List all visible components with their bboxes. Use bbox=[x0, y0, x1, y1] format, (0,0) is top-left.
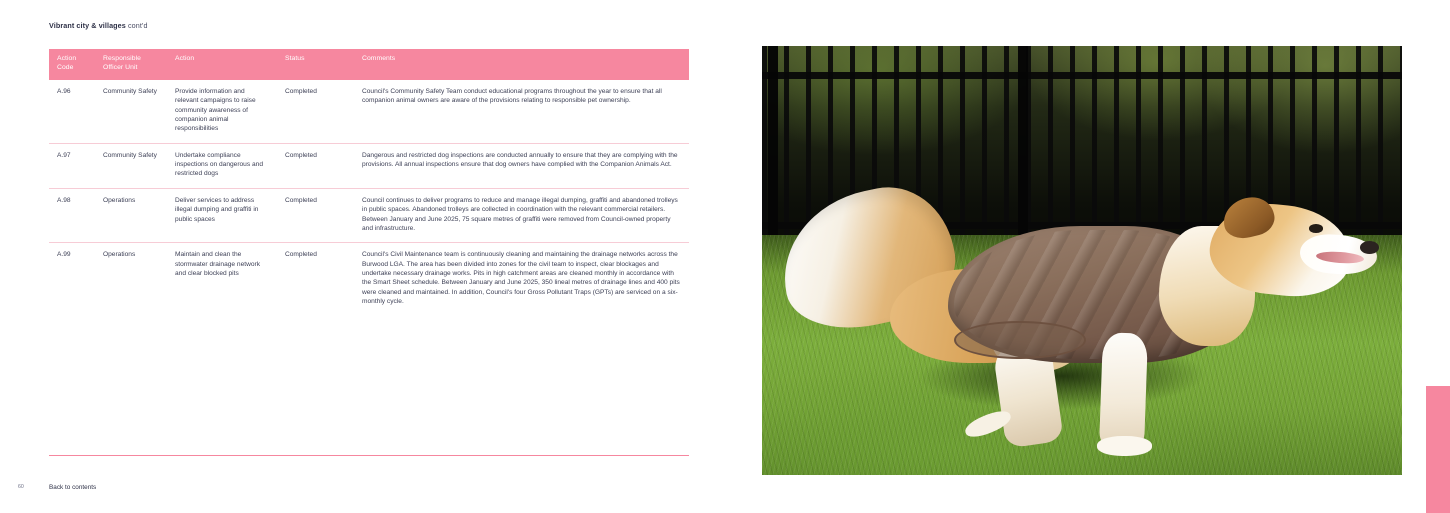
right-page bbox=[725, 0, 1450, 513]
table-body bbox=[49, 80, 689, 315]
table-row bbox=[49, 143, 689, 188]
column-header-comments: Comments bbox=[354, 49, 689, 80]
cell-responsible-unit: Community Safety bbox=[95, 80, 167, 143]
photo-dog-nose bbox=[1360, 241, 1379, 254]
section-title bbox=[49, 21, 148, 30]
cell-status: Completed bbox=[285, 251, 317, 259]
cell-action: Provide information and relevant campaigns to raise community awareness of companion animal responsibilities bbox=[167, 80, 277, 143]
photo-fence-rail-top bbox=[762, 72, 1402, 79]
photo-fence-post bbox=[1018, 46, 1028, 256]
column-header-action: Action bbox=[167, 49, 277, 80]
actions-table-wrapper bbox=[49, 49, 689, 315]
column-header-status: Status bbox=[277, 49, 354, 80]
table-header-row bbox=[49, 49, 689, 80]
photo-dog-front-leg bbox=[1099, 333, 1148, 450]
actions-table bbox=[49, 49, 689, 315]
cell-action: Undertake compliance inspections on dangerous and restricted dogs bbox=[167, 143, 277, 188]
table-header bbox=[49, 49, 689, 80]
cell-action-code: A.99 bbox=[57, 251, 71, 259]
photo-dog-front-paw bbox=[1097, 436, 1152, 456]
cell-comments: Dangerous and restricted dog inspections are conducted annually to ensure that they are complying with the provisions. All annual inspections ensure that dog owners have complied with the Companion Animals Act. bbox=[354, 143, 689, 188]
cell-responsible-unit: Community Safety bbox=[95, 143, 167, 188]
column-header-responsible-officer-unit: Responsible Officer Unit bbox=[95, 49, 167, 80]
cell-responsible-unit: Operations bbox=[103, 251, 136, 259]
table-row bbox=[49, 188, 689, 242]
cell-action: Deliver services to address illegal dumping and graffiti in public spaces bbox=[167, 188, 277, 242]
cell-status: Completed bbox=[277, 188, 354, 242]
cell-comments: Council's Civil Maintenance team is continuously cleaning and maintaining the drainage networks across the Burwood LGA. The area has been divided into zones for the civil team to inspect, clear blockages and undertake necessary drainage works. Pits in high catchment areas are cleaned monthly in accordance with the Smart Sheet schedule. Between January and June 2025, 350 lineal metres of drainage lines and 400 pits were cleaned and maintained. In addition, Council's four Gross Pollutant Traps (GPTs) are serviced on a six-monthly cycle. bbox=[362, 251, 680, 306]
table-row bbox=[49, 243, 689, 316]
page-number-left: 60 bbox=[18, 484, 24, 490]
photo-fence-post bbox=[768, 46, 778, 256]
cell-comments: Council continues to deliver programs to reduce and manage illegal dumping, graffiti and abandoned trolleys in public spaces. Abandoned trolleys are collected in coordination with the relevant commercial retailers. Between January and June 2025, 75 square metres of graffiti were removed from Council-owned property and infrastructure. bbox=[354, 188, 689, 242]
footer-divider-rule bbox=[49, 455, 689, 456]
section-title-main: Vibrant city & villages bbox=[49, 21, 126, 30]
cell-action-code: A.98 bbox=[49, 188, 95, 242]
photo-dog-eye bbox=[1309, 224, 1322, 233]
cell-action-code: A.97 bbox=[49, 143, 95, 188]
cell-status: Completed bbox=[277, 80, 354, 143]
cell-comments: Council's Community Safety Team conduct educational programs throughout the year to ensure that all companion animal owners are aware of the provisions relating to responsible pet ownership. bbox=[354, 80, 689, 143]
cell-action-code: A.96 bbox=[49, 80, 95, 143]
cell-responsible-unit: Operations bbox=[95, 188, 167, 242]
photo-dog-coat-strap bbox=[954, 321, 1086, 359]
column-header-action-code: Action Code bbox=[49, 49, 95, 80]
cell-status: Completed bbox=[277, 143, 354, 188]
section-title-contd: cont'd bbox=[127, 21, 148, 30]
table-row bbox=[49, 80, 689, 143]
page-edge-accent-bar bbox=[1426, 386, 1450, 513]
cell-action: Maintain and clean the stormwater drainage network and clear blocked pits bbox=[175, 251, 261, 277]
back-to-contents-link[interactable]: Back to contents bbox=[49, 484, 97, 491]
dog-photo bbox=[762, 46, 1402, 475]
